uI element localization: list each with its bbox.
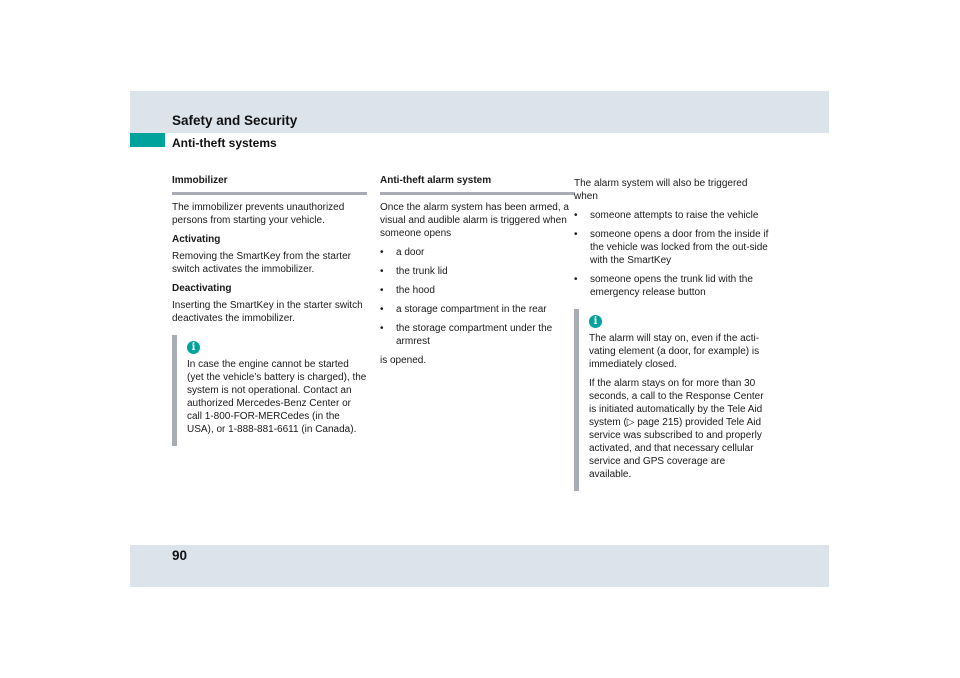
list-item: • a door	[380, 246, 575, 259]
list-item: • the trunk lid	[380, 265, 575, 278]
alarm-note-text-2: If the alarm stays on for more than 30 seconds, a call to the Response Center is initiated automatically by the Tele Aid system (▷ page 215) provided Tele Aid service was subscribed to and properly activated, and that necessary cellular service and GPS coverage are available.	[589, 378, 764, 480]
alarm-info-note	[574, 309, 769, 491]
list-item: • a storage compartment in the rear	[380, 303, 575, 316]
alarm-also-list	[574, 209, 769, 299]
deactivating-heading: Deactivating	[172, 283, 232, 294]
alarm-note-text-1: The alarm will stay on, even if the acti-vating element (a door, for example) is immediately closed.	[589, 333, 760, 370]
page-number: 90	[172, 548, 188, 563]
column-immobilizer	[172, 174, 367, 446]
subsection-title: Anti-theft systems	[172, 136, 277, 150]
alarm-intro: Once the alarm system has been armed, a visual and audible alarm is triggered when someone opens	[380, 202, 569, 239]
section-tab-marker	[130, 133, 165, 147]
immobilizer-info-note	[172, 335, 367, 446]
column-alarm-system	[380, 174, 575, 373]
activating-heading: Activating	[172, 234, 221, 245]
immobilizer-intro: The immobilizer prevents unauthorized persons from starting your vehicle.	[172, 202, 345, 226]
info-icon: i	[187, 341, 200, 354]
footer-band	[130, 545, 829, 587]
alarm-outro: is opened.	[380, 355, 427, 366]
list-item: • the storage compartment under the armrest	[380, 322, 575, 348]
list-item: • someone opens a door from the inside if the vehicle was locked from the out-side with the SmartKey	[574, 228, 769, 267]
alarm-trigger-list	[380, 246, 575, 348]
section-title: Safety and Security	[172, 113, 298, 128]
alarm-also-intro: The alarm system will also be triggered when	[574, 178, 748, 202]
list-item: • someone attempts to raise the vehicle	[574, 209, 769, 222]
column-alarm-triggers	[574, 174, 769, 491]
info-icon: i	[589, 315, 602, 328]
immobilizer-heading: Immobilizer	[172, 174, 367, 195]
activating-text: Removing the SmartKey from the starter switch activates the immobilizer.	[172, 251, 351, 275]
deactivating-text: Inserting the SmartKey in the starter switch deactivates the immobilizer.	[172, 300, 363, 324]
alarm-system-heading: Anti-theft alarm system	[380, 174, 575, 195]
list-item: • someone opens the trunk lid with the emergency release button	[574, 273, 769, 299]
immobilizer-note-text: In case the engine cannot be started (yet the vehicle’s battery is charged), the system is not operational. Contact an authorized Mercedes-Benz Center or call 1-800-FOR-MERCedes (in the USA), or 1-888-881-6611 (in Canada).	[187, 359, 367, 435]
list-item: • the hood	[380, 284, 575, 297]
